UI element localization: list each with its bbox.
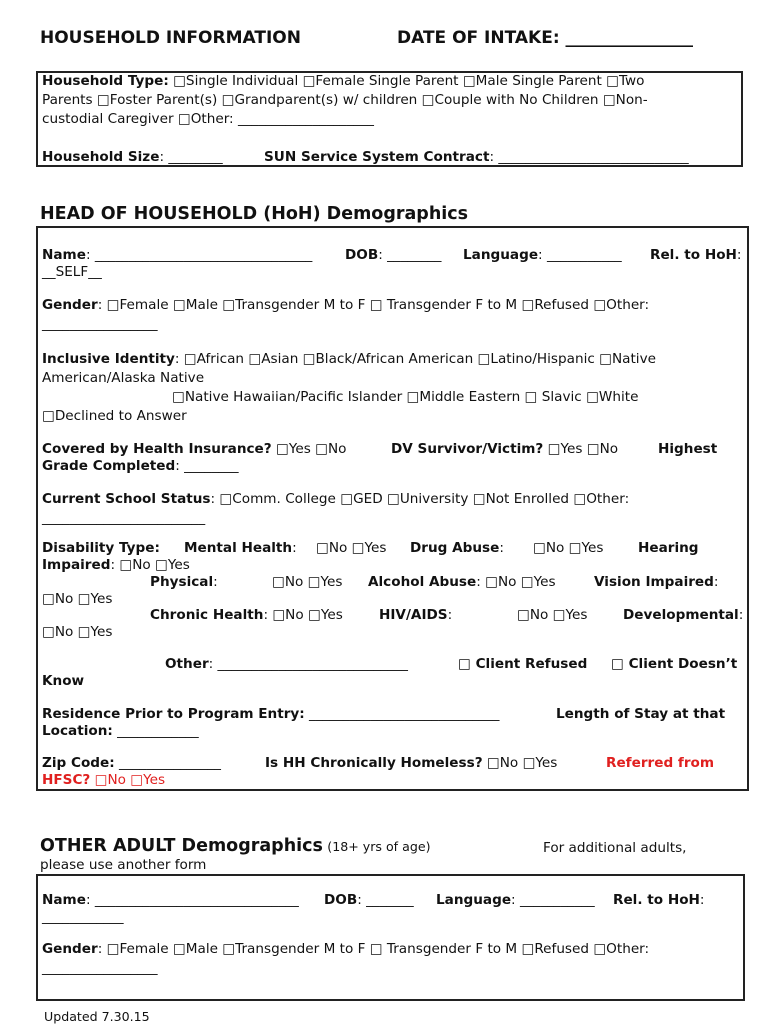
hoh-gender-options[interactable]: : □Female □Male □Transgender M to F □ Transgender F to M □Refused □Other: (97, 297, 650, 313)
household-info-heading: HOUSEHOLD INFORMATION (40, 28, 301, 48)
hoh-identity-label: Inclusive Identity (42, 351, 175, 367)
household-size-blank[interactable]: : ________ (159, 149, 223, 165)
client-refused-checkbox[interactable]: □ Client Refused (458, 656, 588, 672)
adult-name-field[interactable] (42, 892, 299, 909)
hoh-dv-options[interactable]: □Yes □No (543, 441, 619, 457)
length-of-stay-label-2: Location: (42, 723, 113, 739)
hfsc-options[interactable]: □No □Yes (90, 772, 166, 788)
hearing-impaired-options[interactable]: : □No □Yes (110, 557, 190, 573)
hoh-identity-line2: American/Alaska Native (42, 370, 205, 386)
drug-abuse-label: Drug Abuse: (410, 540, 504, 556)
hoh-identity-row[interactable] (42, 351, 656, 368)
chronically-homeless-field[interactable] (265, 755, 557, 772)
physical-label: Physical: (150, 574, 218, 590)
disability-type-label: Disability Type: (42, 540, 160, 556)
chronically-homeless-label: Is HH Chronically Homeless? (265, 755, 483, 771)
residence-prior-blank[interactable]: ____________________________ (304, 706, 500, 722)
other-adult-heading (40, 838, 431, 856)
zip-code-blank[interactable]: _______________ (114, 755, 221, 771)
adult-gender-options[interactable]: : □Female □Male □Transgender M to F □ Transgender F to M □Refused □Other: (97, 941, 650, 957)
physical-options[interactable]: □No □Yes (272, 574, 343, 590)
hoh-language-field[interactable] (463, 247, 622, 264)
hoh-rel-label: Rel. to HoH (650, 247, 737, 263)
hearing-impaired-field[interactable] (42, 557, 190, 574)
disability-other-label: Other (165, 656, 209, 672)
updated-footer: Updated 7.30.15 (44, 1009, 150, 1024)
mental-health-label: Mental Health: (184, 540, 297, 556)
household-size-label: Household Size (42, 149, 160, 165)
hoh-language-blank[interactable]: : ___________ (538, 247, 622, 263)
hearing-impaired-label-2: Impaired (42, 557, 111, 573)
hoh-gender-other-blank[interactable]: _________________ (42, 316, 158, 332)
mental-health-options[interactable]: □No □Yes (316, 540, 387, 556)
adult-rel-field (613, 892, 705, 909)
date-of-intake-field[interactable]: DATE OF INTAKE: _______________ (397, 28, 694, 48)
adult-rel-blank[interactable]: ____________ (42, 909, 124, 925)
sun-contract-field[interactable] (264, 149, 689, 166)
hoh-identity-line3[interactable]: □Native Hawaiian/Pacific Islander □Middle Eastern □ Slavic □White (172, 389, 639, 405)
hfsc-label: HFSC? (42, 772, 91, 788)
other-adult-age-note: (18+ yrs of age) (327, 839, 431, 854)
hoh-grade-blank[interactable]: : ________ (175, 458, 239, 474)
client-doesnt-know-label-2: Know (42, 673, 85, 689)
client-doesnt-know-checkbox[interactable]: □ Client Doesn’t (611, 656, 738, 672)
vision-impaired-options[interactable]: □No □Yes (42, 591, 113, 607)
alcohol-abuse-label: Alcohol Abuse (368, 574, 477, 590)
hoh-dv-label: DV Survivor/Victim? (391, 441, 544, 457)
additional-adults-note-2: please use another form (40, 857, 207, 873)
hoh-language-label: Language (463, 247, 539, 263)
alcohol-abuse-field[interactable] (368, 574, 556, 591)
hoh-identity-declined[interactable]: □Declined to Answer (42, 408, 187, 424)
developmental-label: Developmental: (623, 607, 744, 623)
hoh-heading: HEAD OF HOUSEHOLD (HoH) Demographics (40, 204, 469, 224)
adult-language-blank[interactable]: : ___________ (511, 892, 595, 908)
hoh-school-row[interactable] (42, 491, 629, 508)
hoh-school-other-blank[interactable]: ________________________ (42, 510, 206, 526)
drug-abuse-options[interactable]: □No □Yes (533, 540, 604, 556)
adult-name-label: Name (42, 892, 86, 908)
hoh-identity-options[interactable]: : □African □Asian □Black/African American □Latino/Hispanic □Native (174, 351, 656, 367)
chronic-health-label: Chronic Health (150, 607, 264, 623)
hiv-aids-label: HIV/AIDS: (379, 607, 453, 623)
hoh-insurance-row[interactable] (42, 441, 346, 458)
hoh-dv-row[interactable] (391, 441, 618, 458)
hfsc-field[interactable] (42, 772, 165, 789)
adult-rel-colon: : (699, 892, 705, 908)
hoh-dob-blank[interactable]: : ________ (378, 247, 442, 263)
residence-prior-label: Residence Prior to Program Entry: (42, 706, 305, 722)
disability-other-blank[interactable]: : ____________________________ (208, 656, 408, 672)
adult-gender-other-blank[interactable]: _________________ (42, 960, 158, 976)
hoh-name-field[interactable] (42, 247, 312, 264)
sun-contract-label: SUN Service System Contract (264, 149, 490, 165)
adult-dob-blank[interactable]: : _______ (357, 892, 414, 908)
referred-from-label: Referred from (606, 755, 715, 771)
adult-dob-field[interactable] (324, 892, 414, 909)
hoh-name-label: Name (42, 247, 86, 263)
residence-prior-field[interactable] (42, 706, 499, 723)
chronic-health-field[interactable] (150, 607, 343, 624)
hoh-insurance-options[interactable]: □Yes □No (271, 441, 347, 457)
household-size-field[interactable] (42, 149, 223, 166)
hoh-name-blank[interactable]: : ________________________________ (85, 247, 313, 263)
hoh-grade-label: Highest (658, 441, 718, 457)
adult-language-field[interactable] (436, 892, 595, 909)
hoh-grade-field[interactable] (42, 458, 239, 475)
household-type-options-line3[interactable]: custodial Caregiver □Other: ____________________ (42, 111, 374, 127)
adult-gender-label: Gender (42, 941, 98, 957)
hoh-insurance-label: Covered by Health Insurance? (42, 441, 272, 457)
disability-other-field[interactable] (165, 656, 408, 673)
household-type-options-line2[interactable]: Parents □Foster Parent(s) □Grandparent(s) w/ children □Couple with No Children □Non- (42, 92, 648, 108)
length-of-stay-field[interactable] (42, 723, 199, 740)
hoh-school-options[interactable]: : □Comm. College □GED □University □Not Enrolled □Other: (210, 491, 630, 507)
developmental-options[interactable]: □No □Yes (42, 624, 113, 640)
zip-code-field[interactable] (42, 755, 221, 772)
sun-contract-blank[interactable]: : ____________________________ (489, 149, 689, 165)
adult-rel-label: Rel. to HoH (613, 892, 700, 908)
hearing-impaired-label: Hearing (638, 540, 699, 556)
length-of-stay-label: Length of Stay at that (556, 706, 726, 722)
hiv-aids-options[interactable]: □No □Yes (517, 607, 588, 623)
zip-code-label: Zip Code: (42, 755, 115, 771)
adult-gender-row[interactable] (42, 941, 649, 958)
hoh-grade-label-2: Grade Completed (42, 458, 176, 474)
additional-adults-note: For additional adults, (543, 840, 687, 856)
hoh-gender-row[interactable] (42, 297, 649, 314)
hoh-dob-field[interactable] (345, 247, 441, 264)
adult-language-label: Language (436, 892, 512, 908)
adult-name-blank[interactable]: : ______________________________ (85, 892, 299, 908)
household-type-row (42, 73, 644, 90)
household-type-options[interactable]: □Single Individual □Female Single Parent □Male Single Parent □Two (173, 73, 645, 89)
alcohol-abuse-options[interactable]: : □No □Yes (476, 574, 556, 590)
vision-impaired-label: Vision Impaired: (594, 574, 719, 590)
chronically-homeless-options[interactable]: □No □Yes (482, 755, 558, 771)
other-adult-title: OTHER ADULT Demographics (40, 836, 323, 856)
hoh-rel-value[interactable]: __SELF__ (42, 264, 102, 280)
hoh-rel-colon: : (736, 247, 742, 263)
hoh-gender-label: Gender (42, 297, 98, 313)
hoh-dob-label: DOB (345, 247, 379, 263)
chronic-health-options[interactable]: : □No □Yes (263, 607, 343, 623)
household-type-label: Household Type: (42, 73, 169, 89)
length-of-stay-blank[interactable]: ____________ (112, 723, 199, 739)
hoh-rel-field (650, 247, 742, 264)
adult-dob-label: DOB (324, 892, 358, 908)
hoh-school-label: Current School Status (42, 491, 211, 507)
